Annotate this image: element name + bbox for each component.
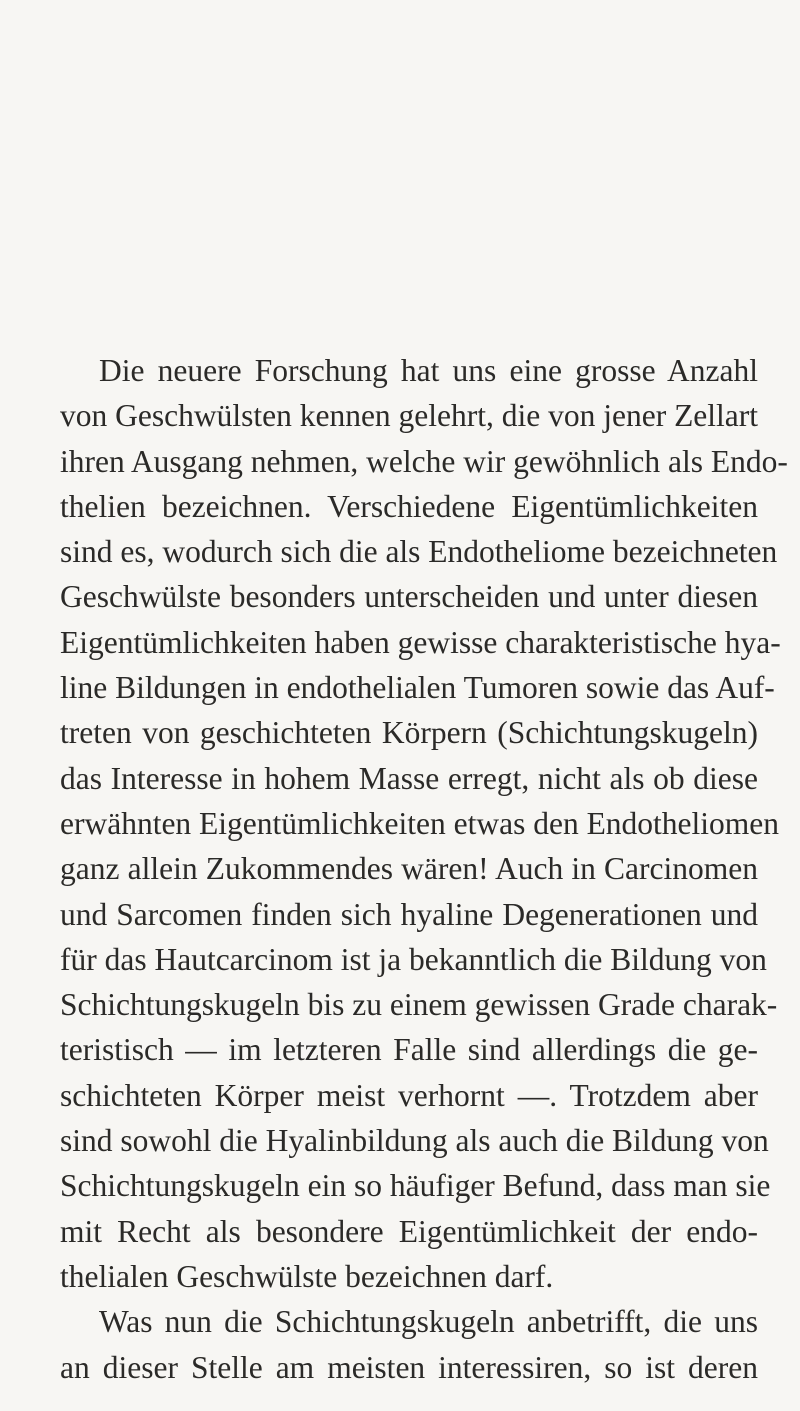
text-line: mit Recht als besondere Eigentümlichkeit der endo- (60, 1213, 758, 1249)
text-line: teristisch — im letzteren Falle sind allerdings die ge- (60, 1032, 758, 1068)
text-line: Eigentümlichkeiten haben gewisse charakteristische hya- (60, 624, 781, 660)
text-line: Was nun die Schichtungskugeln anbetrifft, die uns (99, 1304, 758, 1340)
text-line: sind es, wodurch sich die als Endotheliome bezeichneten (60, 534, 778, 570)
text-line: treten von geschichteten Körpern (Schichtungskugeln) (60, 715, 758, 751)
text-line: für das Hautcarcinom ist ja bekanntlich die Bildung von (60, 941, 767, 977)
paragraph-2 (60, 1299, 758, 1390)
text-line: von Geschwülsten kennen gelehrt, die von jener Zellart (60, 398, 759, 434)
text-line: das Interesse in hohem Masse erregt, nicht als ob diese (60, 760, 758, 796)
text-line: thelien bezeichnen. Verschiedene Eigentümlichkeiten (60, 488, 758, 524)
text-line: Schichtungskugeln bis zu einem gewissen Grade charak- (60, 987, 778, 1023)
text-line: ihren Ausgang nehmen, welche wir gewöhnlich als Endo- (60, 443, 788, 479)
text-line: Schichtungskugeln ein so häufiger Befund, dass man sie (60, 1168, 771, 1204)
text-line: thelialen Geschwülste bezeichnen darf. (60, 1258, 554, 1294)
text-line: und Sarcomen finden sich hyaline Degenerationen und (60, 896, 758, 932)
text-line: ganz allein Zukommendes wären! Auch in Carcinomen (60, 851, 758, 887)
text-line: Die neuere Forschung hat uns eine grosse Anzahl (99, 353, 758, 388)
text-line: erwähnten Eigentümlichkeiten etwas den Endotheliomen (60, 805, 780, 841)
body-text (60, 348, 788, 1390)
paragraph-1 (60, 348, 788, 1299)
text-line: line Bildungen in endothelialen Tumoren sowie das Auf- (60, 670, 775, 706)
text-line: an dieser Stelle am meisten interessiren, so ist deren (60, 1349, 758, 1385)
text-line: Geschwülste besonders unterscheiden und unter diesen (60, 579, 758, 615)
text-line: schichteten Körper meist verhornt —. Trotzdem aber (60, 1077, 758, 1113)
text-line: sind sowohl die Hyalinbildung als auch die Bildung von (60, 1123, 769, 1159)
